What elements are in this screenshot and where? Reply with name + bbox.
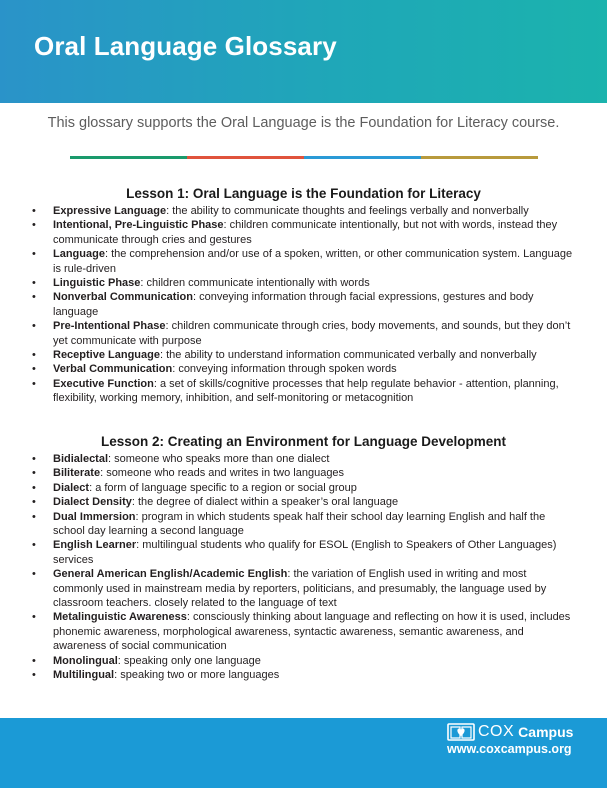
color-divider — [70, 156, 538, 159]
brand-campus: Campus — [518, 724, 574, 740]
bullet-icon: • — [32, 453, 36, 465]
glossary-definition: : someone who speaks more than one dialect — [108, 453, 330, 465]
glossary-definition: : speaking two or more languages — [114, 669, 280, 682]
glossary-item — [0, 290, 607, 319]
glossary-term: English Learner — [53, 539, 137, 552]
glossary-item — [0, 348, 607, 362]
divider-segment — [187, 156, 304, 159]
intro-text: This glossary supports the Oral Language is the Foundation for Literacy course. — [47, 115, 560, 131]
bullet-icon: • — [32, 611, 36, 624]
divider-segment — [70, 156, 187, 159]
glossary-term: Dialect Density — [53, 496, 132, 509]
bullet-icon: • — [32, 363, 36, 376]
glossary-definition: : the ability to communicate thoughts and feelings verbally and nonverbally — [166, 205, 529, 217]
glossary-definition: : multilingual students who qualify for ESOL (English to Speakers of Other Languages) services — [53, 539, 557, 566]
glossary-item — [0, 610, 607, 653]
brand-cox: COX — [478, 723, 515, 740]
glossary-term: Nonverbal Communication — [53, 291, 193, 304]
glossary-item — [0, 218, 607, 247]
glossary-item — [0, 567, 607, 610]
bullet-icon: • — [32, 654, 36, 667]
glossary-item — [0, 377, 607, 406]
cox-campus-logo[interactable] — [447, 723, 573, 741]
bullet-icon: • — [32, 481, 36, 494]
glossary-item — [0, 495, 607, 509]
bullet-icon: • — [32, 291, 36, 304]
glossary-definition: : someone who reads and writes in two languages — [100, 467, 345, 480]
glossary-definition: : conveying information through spoken words — [172, 363, 397, 376]
bullet-icon: • — [32, 320, 36, 333]
lesson-1-list — [0, 204, 607, 406]
header-banner — [0, 0, 607, 103]
glossary-definition: : a set of skills/cognitive processes that help regulate behavior - attention, planning, flexibility, working memory, inhibition, and self-monitoring or metacognition — [53, 377, 559, 405]
glossary-definition: : children communicate intentionally, but not with words, instead they communicate through cries and gestures — [53, 219, 558, 246]
glossary-term: Multilingual — [53, 669, 115, 682]
glossary-term: Monolingual — [53, 654, 118, 667]
glossary-item — [0, 668, 607, 682]
glossary-definition: : consciously thinking about language and reflecting on how it is used, includes phonemic awareness, morphological awareness, syntactic awareness, semantic awareness, and awareness of social communication — [53, 611, 571, 653]
bullet-icon: • — [32, 205, 36, 217]
glossary-item — [0, 510, 607, 539]
glossary-definition: : a form of language specific to a region or social group — [89, 481, 357, 494]
glossary-definition: : program in which students speak half their school day learning English and half the school day learning a second language — [53, 510, 546, 538]
website-link[interactable]: www.coxcampus.org — [447, 742, 572, 756]
glossary-term: Biliterate — [53, 467, 101, 480]
glossary-term: Linguistic Phase — [53, 277, 141, 290]
glossary-term: Pre-Intentional Phase — [53, 320, 166, 333]
glossary-definition: : the ability to understand information communicated verbally and nonverbally — [159, 349, 537, 362]
glossary-term: Receptive Language — [53, 349, 160, 362]
glossary-item — [0, 362, 607, 376]
glossary-term: Executive Function — [53, 377, 154, 390]
glossary-definition: : children communicate through cries, body movements, and sounds, but they don’t yet communicate with purpose — [53, 320, 571, 347]
bullet-icon: • — [32, 219, 36, 232]
glossary-item — [0, 538, 607, 567]
divider-segment — [421, 156, 538, 159]
glossary-item — [0, 276, 607, 290]
glossary-term: Intentional, Pre-Linguistic Phase — [53, 219, 224, 232]
bullet-icon: • — [32, 277, 36, 290]
glossary-term: Bidialectal — [53, 453, 109, 465]
bullet-icon: • — [32, 510, 36, 523]
glossary-definition: : the comprehension and/or use of a spoken, written, or other communication system. Language is rule-driven — [53, 248, 573, 275]
glossary-definition: : speaking only one language — [117, 654, 261, 667]
bullet-icon: • — [32, 568, 36, 581]
glossary-term: Language — [53, 248, 105, 261]
bullet-icon: • — [32, 377, 36, 390]
glossary-item — [0, 204, 607, 218]
lesson-2-list — [0, 452, 607, 683]
bullet-icon: • — [32, 539, 36, 552]
bullet-icon: • — [32, 496, 36, 509]
glossary-item — [0, 481, 607, 495]
glossary-item — [0, 247, 607, 276]
glossary-term: Expressive Language — [53, 205, 167, 217]
divider-segment — [304, 156, 421, 159]
glossary-term: Verbal Communication — [53, 363, 173, 376]
lesson-2-title: Lesson 2: Creating an Environment for Language Development — [100, 434, 507, 449]
lesson-1-section — [0, 186, 607, 406]
glossary-item — [0, 452, 607, 466]
open-book-heart-icon — [447, 723, 475, 741]
glossary-term: Dual Immersion — [53, 510, 136, 523]
lesson-1-title: Lesson 1: Oral Language is the Foundation for Literacy — [126, 186, 481, 201]
bullet-icon: • — [32, 349, 36, 362]
glossary-definition: : the degree of dialect within a speaker’s oral language — [131, 496, 399, 509]
glossary-item — [0, 319, 607, 348]
glossary-definition: : the variation of English used in writing and most commonly used in mainstream media by reporters, politicians, and presumably, the language used by classroom teachers. closely related to the language of text — [53, 568, 547, 610]
bullet-icon: • — [32, 248, 36, 261]
lesson-2-section — [0, 434, 607, 683]
glossary-definition: : children communicate intentionally with words — [140, 277, 370, 290]
glossary-term: General American English/Academic English — [53, 568, 288, 581]
glossary-definition: : conveying information through facial expressions, gestures and body language — [53, 291, 534, 318]
page-title: Oral Language Glossary — [34, 31, 337, 61]
bullet-icon: • — [32, 669, 36, 682]
glossary-term: Dialect — [53, 481, 90, 494]
glossary-term: Metalinguistic Awareness — [53, 611, 187, 624]
glossary-item — [0, 466, 607, 480]
glossary-item — [0, 654, 607, 668]
bullet-icon: • — [32, 467, 36, 480]
